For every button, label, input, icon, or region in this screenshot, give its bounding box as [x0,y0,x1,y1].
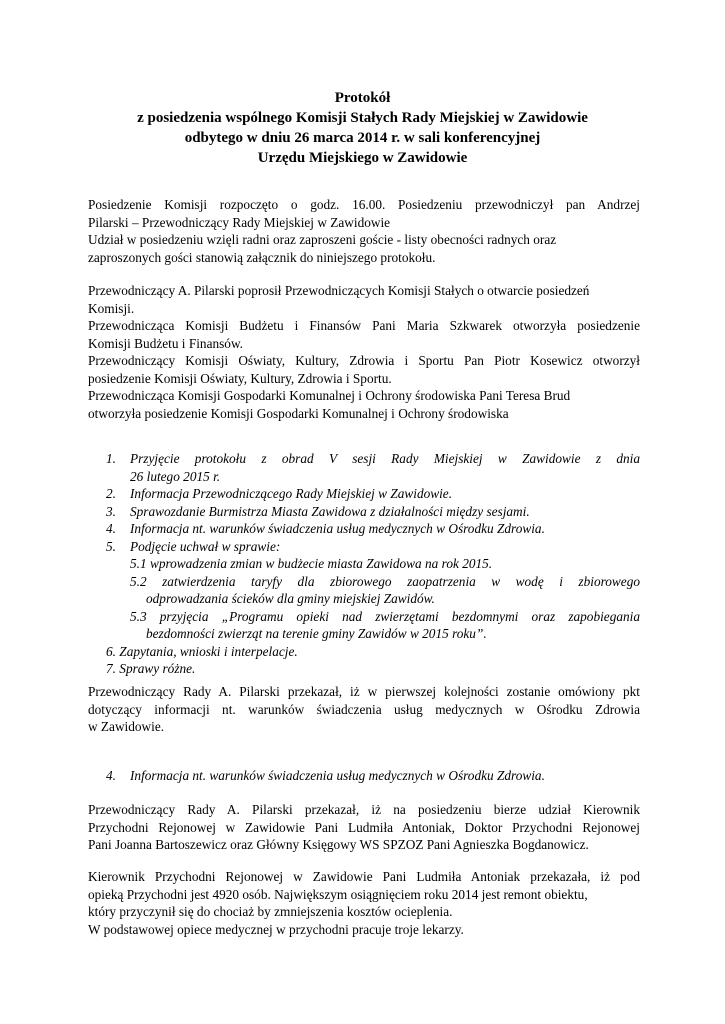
heading-subtitle-3: Urzędu Miejskiego w Zawidowie [257,150,468,166]
agenda-text: Informacja Przewodniczącego Rady Miejskiej w Zawidowie. [130,486,453,501]
text-line: Kierownik Przychodni Rejonowej w Zawidowie Pani Ludmiła Antoniak przekazała, iż pod [88,869,640,884]
agenda-item [88,538,640,556]
agenda-subtext: bezdomności zwierząt na terenie gminy Zawidów w 2015 roku”. [146,626,487,641]
agenda-text: 7. Sprawy różne. [106,661,196,676]
text-line: zaproszonych gości stanowią załącznik do niniejszego protokołu. [88,249,436,265]
opening-paragraph [88,282,640,422]
text-line: Przewodniczący A. Pilarski poprosił Przewodniczących Komisji Stałych o otwarcie posiedzeń [88,283,590,298]
text-line: Udział w posiedzeniu wzięli radni oraz zaproszeni goście - listy obecności radnych oraz [88,232,557,247]
agenda-number: 1. [106,451,116,466]
agenda-text: Informacja nt. warunków świadczenia usług medycznych w Ośrodku Zdrowia. [130,521,545,536]
agenda-number: 5. [106,538,116,554]
text-line: Przewodniczący Komisji Oświaty, Kultury, Zdrowia i Sportu Pan Piotr Kosewicz otworzył [88,353,640,368]
agenda-subtext: 5.2 zatwierdzenia taryfy dla zbiorowego zaopatrzenia w wodę i zbiorowego [130,573,640,589]
text-line: otworzyła posiedzenie Komisji Gospodarki Komunalnej i Ochrony środowiska [88,405,509,421]
agenda-number: 2. [106,486,116,501]
agenda-item [88,643,640,661]
agenda-text: 26 lutego 2015 r. [130,468,221,484]
agenda-subtext: 5.1 wprowadzenia zmian w budżecie miasta Zawidowa na rok 2015. [130,556,493,571]
text-line: który przyczynił się do chociaż by zmniejszenia kosztów ocieplenia. [88,904,453,919]
document-heading [0,88,725,168]
announcement-paragraph [88,683,640,736]
agenda-point-heading [88,767,640,785]
agenda-number: 3. [106,503,116,519]
agenda-text: Informacja nt. warunków świadczenia usług medycznych w Ośrodku Zdrowia. [130,768,545,783]
agenda-text: 6. Zapytania, wnioski i interpelacje. [106,643,298,659]
heading-title: Protokół [334,90,391,106]
agenda-subitem [88,555,640,573]
agenda-item [88,450,640,468]
agenda-item-continuation [88,468,640,486]
intro-paragraph [88,196,640,266]
agenda-list [88,450,640,678]
text-line: Posiedzenie Komisji rozpoczęto o godz. 16.00. Posiedzeniu przewodniczył pan Andrzej [88,197,640,212]
agenda-number: 4. [106,768,116,783]
text-line: Przewodniczący Rady A. Pilarski przekazał, iż na posiedzeniu bierze udział Kierownik [88,802,640,817]
agenda-subitem [88,573,640,591]
text-line: Pilarski – Przewodniczący Rady Miejskiej w Zawidowie [88,214,391,230]
text-line: Komisji Budżetu i Finansów. [88,335,244,351]
heading-subtitle-2: odbytego w dniu 26 marca 2014 r. w sali konferencyjnej [184,130,541,146]
participants-paragraph [88,801,640,854]
text-line: Przewodniczący Rady A. Pilarski przekazał, iż w pierwszej kolejności zostanie omówiony pkt [88,684,640,699]
manager-paragraph [88,868,640,938]
agenda-item [88,520,640,538]
agenda-item [88,503,640,521]
agenda-subtext: 5.3 przyjęcia „Programu opieki nad zwierzętami bezdomnymi oraz zapobiegania [130,608,640,624]
agenda-number: 4. [106,521,116,536]
agenda-item [88,660,640,678]
agenda-subitem-continuation [88,590,640,608]
agenda-subitem-continuation [88,625,640,643]
text-line: w Zawidowie. [88,719,165,734]
text-line: posiedzenie Komisji Oświaty, Kultury, Zdrowia i Sportu. [88,370,392,386]
agenda-text: Przyjęcie protokołu z obrad V sesji Rady Miejskiej w Zawidowie z dnia [130,451,640,466]
agenda-subitem [88,608,640,626]
text-line: Pani Joanna Bartoszewicz oraz Główny Księgowy WS SPZOZ Pani Agnieszka Bogdanowicz. [88,837,589,852]
agenda-text: Sprawozdanie Burmistrza Miasta Zawidowa z działalności między sesjami. [130,503,530,519]
text-line: Przewodnicząca Komisji Budżetu i Finansów Pani Maria Szkwarek otworzyła posiedzenie [88,318,640,333]
text-line: Przychodni Rejonowej w Zawidowie Pani Ludmiła Antoniak, Doktor Przychodni Rejonowej [88,819,640,835]
heading-subtitle-1: z posiedzenia wspólnego Komisji Stałych Rady Miejskiej w Zawidowie [137,110,588,126]
text-line: W podstawowej opiece medycznej w przychodni pracuje troje lekarzy. [88,921,464,937]
text-line: Przewodnicząca Komisji Gospodarki Komunalnej i Ochrony środowiska Pani Teresa Brud [88,388,571,403]
text-line: dotyczący informacji nt. warunków świadczenia usług medycznych w Ośrodku Zdrowia [88,701,640,717]
agenda-item [88,485,640,503]
agenda-subtext: odprowadzania ścieków dla gminy miejskiej Zawidów. [146,591,435,606]
text-line: Komisji. [88,300,135,316]
agenda-text: Podjęcie uchwał w sprawie: [130,538,281,554]
agenda-item [88,767,640,785]
text-line: opieką Przychodni jest 4920 osób. Największym osiągnięciem roku 2014 jest remont obiektu, [88,886,588,902]
